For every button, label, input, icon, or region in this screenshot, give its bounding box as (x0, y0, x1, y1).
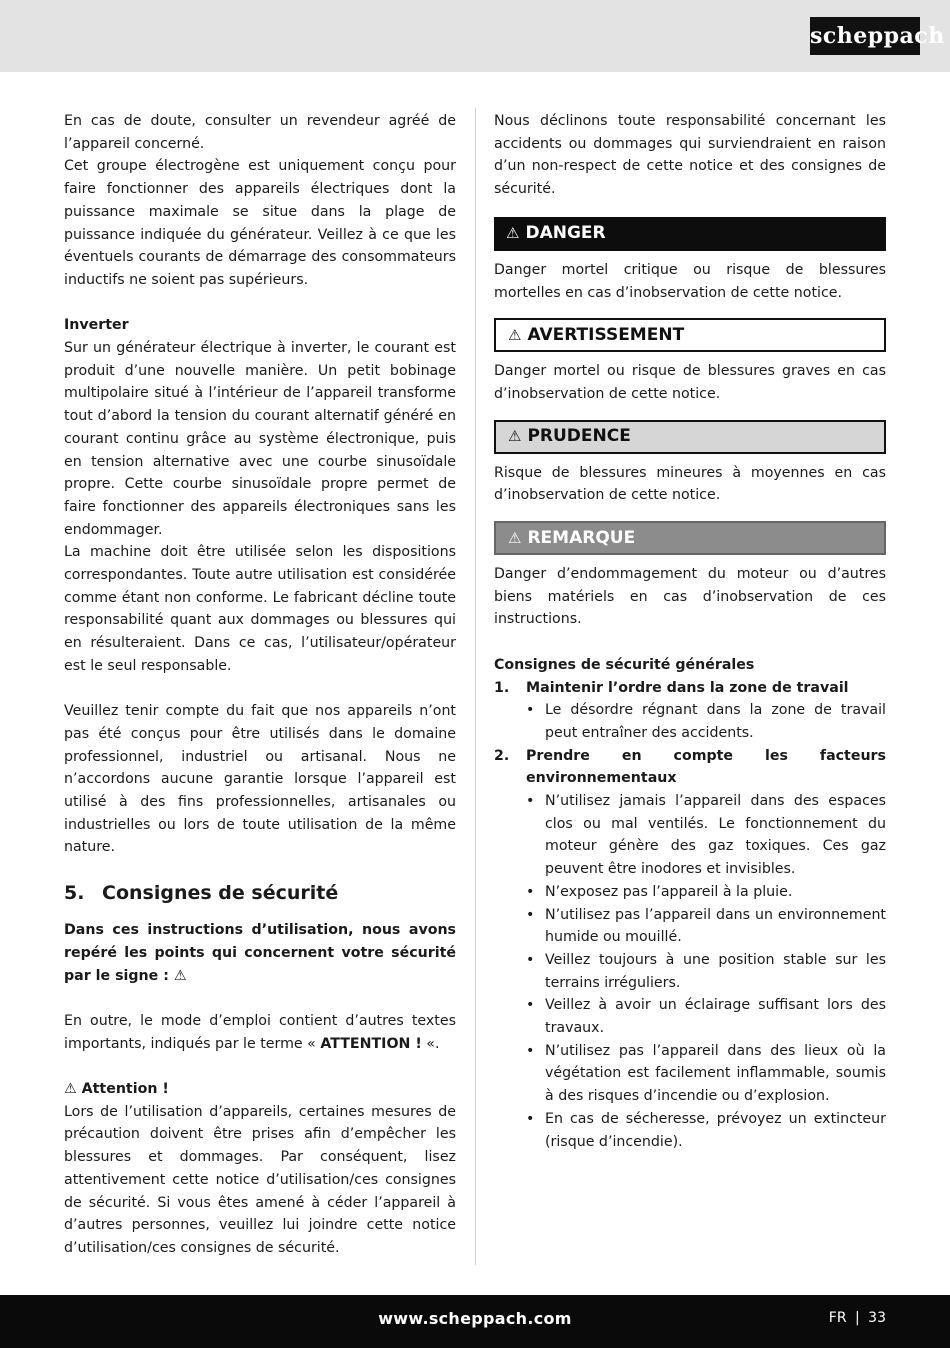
bullet-item: • Le désordre régnant dans la zone de travail peut entraîner des accidents. (526, 702, 886, 741)
note-label: REMARQUE (527, 527, 636, 548)
caution-box (494, 420, 886, 454)
warning-box (494, 318, 886, 352)
left-column (64, 110, 456, 1260)
note-text: Danger d’endommagement du moteur ou d’autres biens matériels en cas d’inobservation de ces instructions. (494, 566, 886, 628)
bullet-list (494, 699, 886, 744)
paragraph-liability: Nous déclinons toute responsabilité concernant les accidents ou dommages qui surviendraient en raison d’un non-respect de cette notice et des consignes de sécurité. (494, 113, 886, 198)
attention-keyword: ATTENTION ! (320, 1035, 422, 1052)
section-number: 5. (64, 882, 85, 905)
bullet-item: • N’utilisez jamais l’appareil dans des espaces clos ou mal ventilés. Le fonctionnement du moteur génère des gaz toxiques. Ces gaz peuvent être inodores et invisibles. (526, 793, 886, 878)
footer-url[interactable]: www.scheppach.com (378, 1309, 572, 1328)
warning-icon: ⚠ (508, 427, 522, 446)
general-safety-heading: Consignes de sécurité générales (494, 656, 755, 673)
danger-box (494, 217, 886, 251)
section-title: Consignes de sécurité (102, 882, 339, 905)
section-heading (64, 881, 456, 905)
bullet-item: • N’utilisez pas l’appareil dans un environnement humide ou mouillé. (526, 906, 886, 946)
paragraph-attention-term: En outre, le mode d’emploi contient d’autres textes importants, indiqués par le terme « ATTENTION ! «. (64, 1012, 456, 1052)
brand-logo: scheppach (810, 17, 920, 55)
page-number: 33 (868, 1310, 886, 1326)
paragraph-safety-sign: Dans ces instructions d’utilisation, nous avons repéré les points qui concernent votre sécurité par le signe : ⚠ (64, 922, 456, 984)
footer-bar (0, 1295, 950, 1348)
warning-icon: ⚠ (508, 528, 522, 547)
bullet-list (494, 790, 886, 1153)
bullet-item: • Veillez à avoir un éclairage suffisant lors des travaux. (526, 997, 886, 1037)
paragraph-dealer: En cas de doute, consulter un revendeur agréé de l’appareil concerné. (64, 113, 456, 152)
paragraph-professional-use: Veuillez tenir compte du fait que nos appareils n’ont pas été conçus pour être utilisés dans le domaine professionnel, industriel ou artisanal. Nous ne n’accordons aucune garantie lorsque l’appareil est utilisé à des fins professionnelles, artisanales ou industrielles ou lors de toute utilisation de la même nature. (64, 703, 456, 856)
caution-text: Risque de blessures mineures à moyennes en cas d’inobservation de cette notice. (494, 464, 886, 504)
paragraph-intended-use: La machine doit être utilisée selon les dispositions correspondantes. Toute autre utilisation est considérée comme étant non conforme. Le fabricant décline toute responsabilité quant aux dommages ou blessures qui en résulteraient. Dans ce cas, l’utilisateur/opérateur est le seul responsable. (64, 544, 456, 674)
language-code: FR (828, 1310, 847, 1326)
right-column (494, 110, 886, 1153)
bullet-item: • N’exposez pas l’appareil à la pluie. (526, 883, 793, 900)
paragraph-precautions: Lors de l’utilisation d’appareils, certaines mesures de précaution doivent être prises afin d’empêcher les blessures et dommages. Par conséquent, lisez attentivement cette notice d’utilisation/ces consignes de sécurité. Si vous êtes amené à céder l’appareil à d’autres personnes, veuillez lui joindre cette notice d’utilisation/ces consignes de sécurité. (64, 1103, 456, 1256)
page-indicator: FR | 33 (828, 1310, 886, 1326)
column-divider (475, 108, 476, 1265)
paragraph-inverter: Sur un générateur électrique à inverter, le courant est produit d’une nouvelle manière. Un petit bobinage multipolaire situé à l’intérieur de l’appareil transforme tout d’abord la tension du courant alternatif généré en courant continu grâce au système électronique, puis en tension alternative avec une courbe sinusoïdale propre. Cette courbe sinusoïdale propre permet de faire fonctionner des appareils électroniques sans les endommager. (64, 340, 456, 538)
warning-icon: ⚠ (508, 325, 522, 344)
warning-text: Danger mortel ou risque de blessures graves en cas d’inobservation de cette notice. (494, 363, 886, 402)
bullet-item: • N’utilisez pas l’appareil dans des lieux où la végétation est facilement inflammable, soumis à des risques d’incendie ou d’explosion. (526, 1042, 886, 1105)
danger-label: DANGER (525, 223, 606, 244)
header-bar (0, 0, 950, 72)
warning-label: AVERTISSEMENT (527, 324, 685, 345)
bullet-item: • En cas de sécheresse, prévoyez un extincteur (risque d’incendie). (526, 1110, 886, 1150)
bullet-item: • Veillez toujours à une position stable sur les terrains irréguliers. (526, 951, 886, 991)
warning-icon: ⚠ (506, 224, 520, 243)
inverter-heading: Inverter (64, 317, 129, 334)
note-box (494, 521, 886, 555)
caution-label: PRUDENCE (527, 426, 631, 447)
list-item: 1. Maintenir l’ordre dans la zone de travail (494, 679, 849, 696)
list-item: 2. Prendre en compte les facteurs environnementaux (494, 747, 886, 787)
attention-heading: ⚠ Attention ! (64, 1081, 169, 1098)
paragraph-generator-use: Cet groupe électrogène est uniquement conçu pour faire fonctionner des appareils électriques dont la puissance maximale se situe dans la plage de puissance indiquée du générateur. Veillez à ce que les éventuels courants de démarrage des consommateurs inductifs ne soient pas supérieurs. (64, 158, 456, 288)
danger-text: Danger mortel critique ou risque de blessures mortelles en cas d’inobservation de cette notice. (494, 261, 886, 301)
